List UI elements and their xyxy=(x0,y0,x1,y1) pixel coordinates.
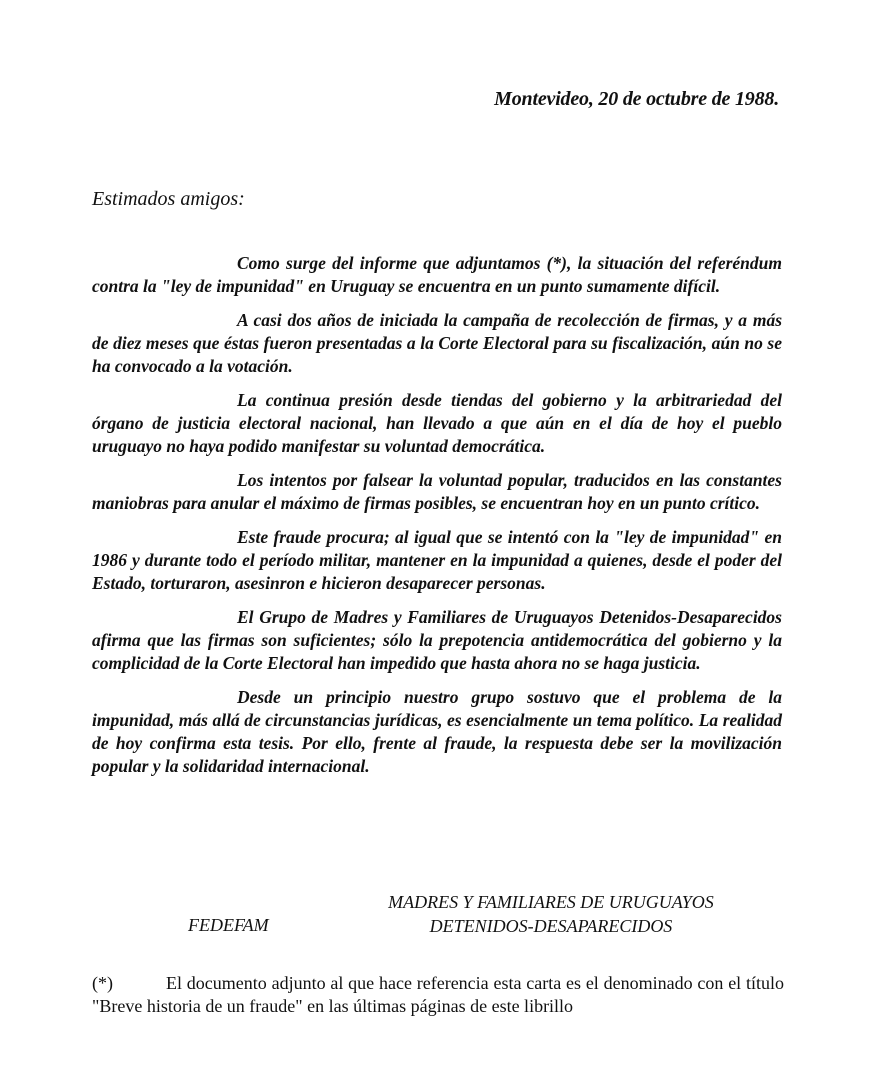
paragraph: El Grupo de Madres y Familiares de Uruguayos Detenidos-Desaparecidos afirma que las firmas son suficientes; sólo la prepotencia antidemocrática del gobierno y la complicidad de la Corte Electoral han impedido que hasta ahora no se haga justicia. xyxy=(92,607,782,673)
footnote-text: El documento adjunto al que hace referencia esta carta es el denominado con el título "Breve historia de un fraude" en las últimas páginas de este librillo xyxy=(92,973,784,1016)
signature-madres-familiares xyxy=(366,890,736,938)
footnote xyxy=(92,972,784,1018)
paragraph: Los intentos por falsear la voluntad popular, traducidos en las constantes maniobras para anular el máximo de firmas posibles, se encuentran hoy en un punto crítico. xyxy=(92,470,782,513)
salutation: Estimados amigos: xyxy=(92,188,245,210)
paragraph: A casi dos años de iniciada la campaña de recolección de firmas, y a más de diez meses que éstas fueron presentadas a la Corte Electoral para su fiscalización, aún no se ha convocado a la votación. xyxy=(92,310,782,376)
signature-line: MADRES Y FAMILIARES DE URUGUAYOS xyxy=(388,892,714,912)
letter-body xyxy=(92,252,782,789)
signature-fedefam: FEDEFAM xyxy=(188,915,269,935)
signature-line: DETENIDOS-DESAPARECIDOS xyxy=(429,916,673,936)
paragraph: La continua presión desde tiendas del gobierno y la arbitrariedad del órgano de justicia electoral nacional, han llevado a que aún en el día de hoy el pueblo uruguayo no haya podido manifestar su voluntad democrática. xyxy=(92,390,782,456)
date-line: Montevideo, 20 de octubre de 1988. xyxy=(494,88,779,110)
paragraph: Como surge del informe que adjuntamos (*), la situación del referéndum contra la "ley de impunidad" en Uruguay se encuentra en un punto sumamente difícil. xyxy=(92,253,782,296)
paragraph: Desde un principio nuestro grupo sostuvo que el problema de la impunidad, más allá de circunstancias jurídicas, es esencialmente un tema político. La realidad de hoy confirma esta tesis. Por ello, frente al fraude, la respuesta debe ser la movilización popular y la solidaridad internacional. xyxy=(92,687,782,776)
footnote-marker: (*) xyxy=(92,973,113,993)
paragraph: Este fraude procura; al igual que se intentó con la "ley de impunidad" en 1986 y durante todo el período militar, mantener en la impunidad a quienes, desde el poder del Estado, torturaron, asesinron e hicieron desaparecer personas. xyxy=(92,527,782,593)
